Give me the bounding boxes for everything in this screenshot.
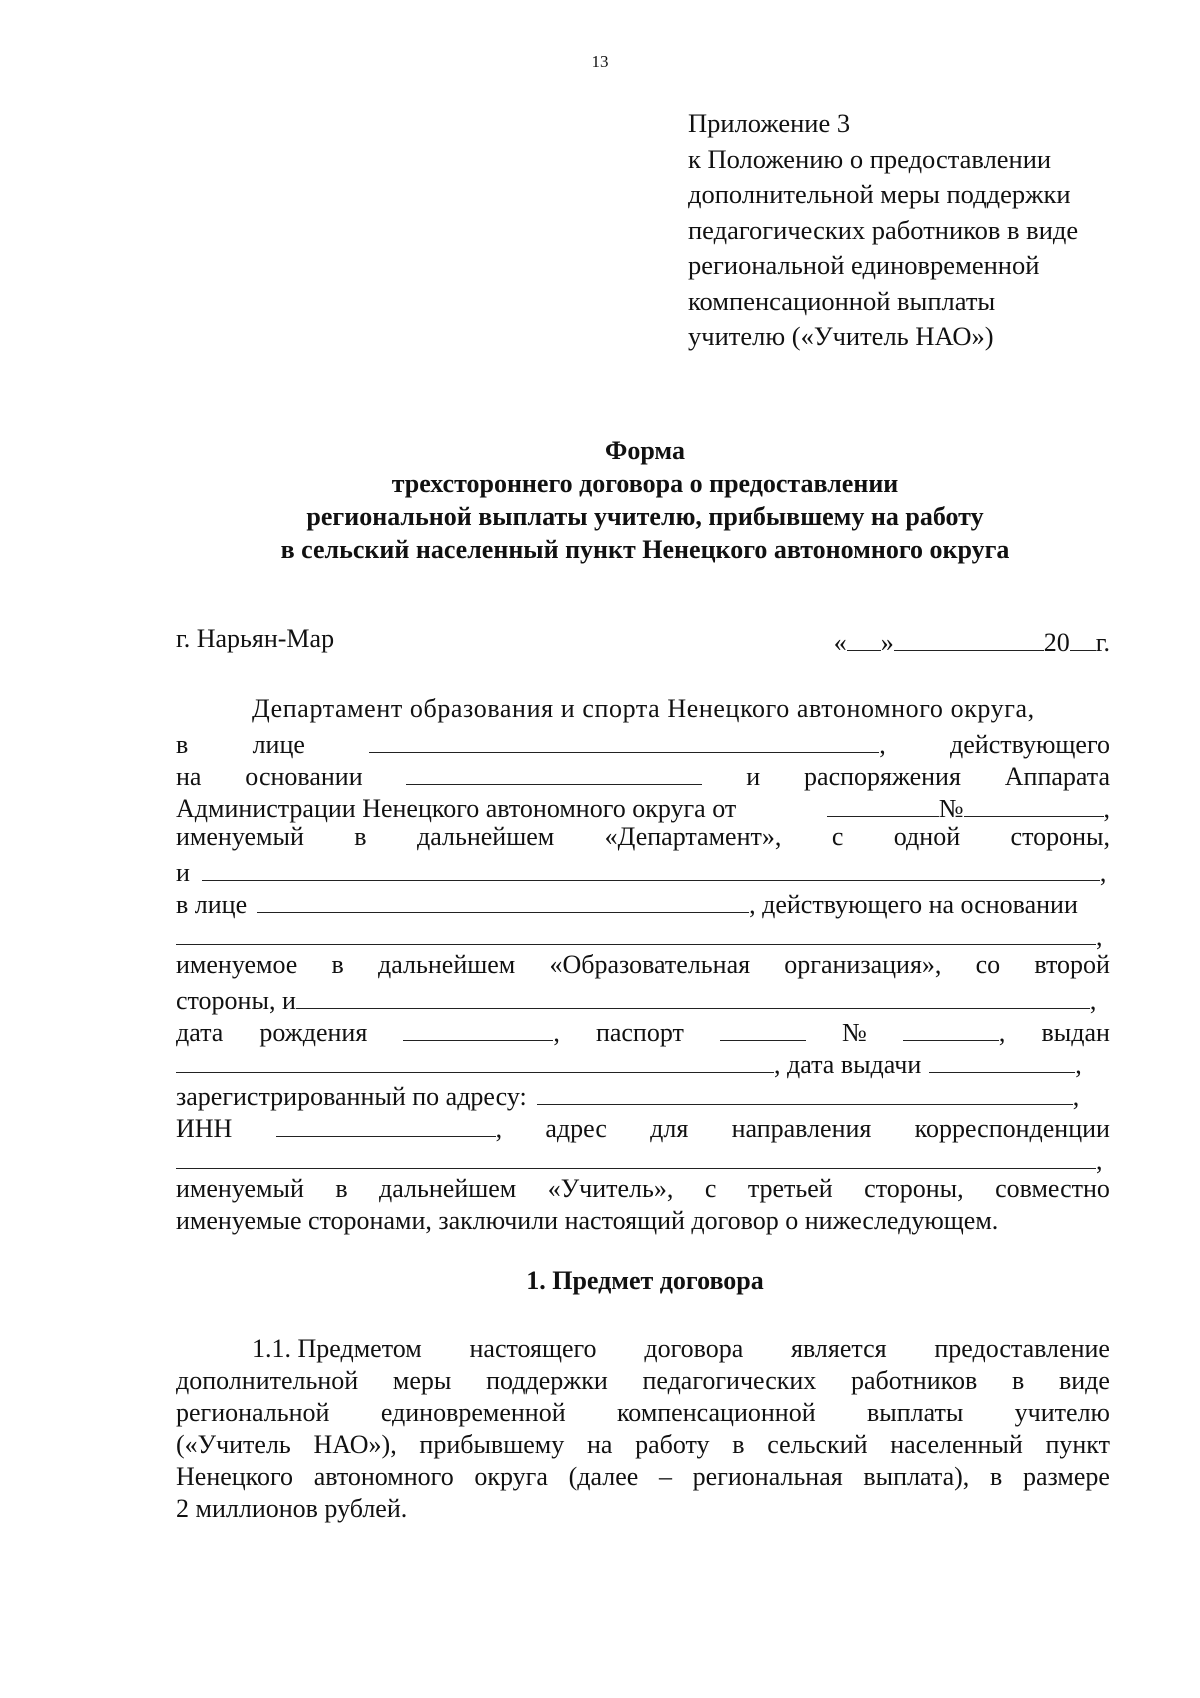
form-blank-group: [827, 790, 1110, 824]
date-quote-close: »: [880, 628, 894, 657]
form-line-12: [176, 1046, 1110, 1080]
form-line-8: [176, 918, 1110, 952]
page-number: 13: [591, 52, 609, 71]
form-text: лице: [252, 730, 305, 759]
form-word: настоящего: [469, 1334, 597, 1363]
date-year-suffix: г.: [1095, 628, 1110, 657]
form-line-14: [176, 1110, 1110, 1144]
form-word: организация»,: [784, 950, 942, 979]
form-word: –: [658, 1462, 672, 1491]
form-text: , действующего на основании: [749, 890, 1078, 919]
section1-line-5: [176, 1462, 1110, 1496]
form-text: №: [842, 1018, 867, 1047]
form-text: основании: [245, 762, 363, 791]
form-word: «Учитель»,: [547, 1174, 674, 1203]
form-line-6: [176, 854, 1110, 888]
form-text: и: [746, 762, 761, 791]
form-text: рождения: [259, 1018, 368, 1047]
section1-line-3: [176, 1398, 1110, 1432]
date-year-blank: [1070, 624, 1096, 651]
form-word: именуемый: [176, 822, 304, 851]
form-word: дальнейшем: [379, 1174, 517, 1203]
passport-series-blank: [720, 1014, 806, 1041]
form-word: совместно: [995, 1174, 1110, 1203]
title-line: региональной выплаты учителю, прибывшему на работу: [306, 502, 984, 531]
form-word: именуемое: [176, 950, 298, 979]
form-word: в: [331, 950, 344, 979]
date-quote-open: «: [833, 628, 847, 657]
form-word: дальнейшем: [417, 822, 555, 851]
form-text: в лице: [176, 890, 248, 919]
form-text: Администрации Ненецкого автономного округа от: [176, 794, 737, 823]
form-word: работу: [635, 1430, 710, 1459]
form-word: дополнительной: [176, 1366, 359, 1395]
form-line-11: [176, 1014, 1110, 1048]
appendix-line: дополнительной меры поддержки: [688, 179, 1071, 209]
form-text: для: [650, 1114, 689, 1143]
form-word: региональная: [692, 1462, 843, 1491]
date-year-prefix: 20: [1043, 628, 1070, 657]
form-text: ,: [879, 730, 886, 759]
form-word: размере: [1022, 1462, 1110, 1491]
form-word: 1.1. Предметом: [252, 1334, 422, 1363]
date-day-blank: [847, 624, 881, 651]
form-word: является: [791, 1334, 887, 1363]
form-blank-group: [276, 1110, 503, 1144]
form-word: сельский: [767, 1430, 868, 1459]
form-text: стороны, и: [176, 986, 296, 1015]
form-word: в: [354, 822, 367, 851]
section1-line-2: [176, 1366, 1110, 1400]
inn-blank: [276, 1110, 496, 1137]
form-text: , дата выдачи: [774, 1050, 922, 1079]
order-date-blank: [827, 790, 939, 817]
section-heading: 1. Предмет договора: [526, 1266, 764, 1295]
form-line-2: [176, 726, 1110, 760]
form-text: ,: [1075, 1050, 1082, 1079]
form-text: Аппарата: [1004, 762, 1110, 791]
appendix-line: к Положению о предоставлении: [688, 143, 1052, 174]
title-line: Форма: [605, 436, 685, 465]
form-text: на: [176, 762, 202, 791]
form-word: региональной: [176, 1398, 330, 1427]
form-word: (далее: [568, 1462, 639, 1491]
appendix-line: учителю («Учитель НАО»): [688, 321, 994, 351]
form-word: в: [1011, 1366, 1025, 1395]
form-word: в: [335, 1174, 348, 1203]
section1-line-1: [252, 1334, 1110, 1368]
birth-date-blank: [403, 1014, 553, 1041]
org-basis-blank: [176, 918, 1096, 945]
form-text: адрес: [545, 1114, 607, 1143]
form-word: выплаты: [866, 1398, 964, 1427]
form-word: прибывшему: [419, 1430, 565, 1459]
form-word: «Департамент»,: [604, 822, 782, 851]
correspondence-address-blank: [176, 1142, 1096, 1169]
form-word: договора: [644, 1334, 744, 1363]
issue-date-blank: [929, 1046, 1075, 1073]
form-line-16: [176, 1174, 1110, 1208]
issued-by-blank: [176, 1046, 774, 1073]
form-word: пункт: [1045, 1430, 1110, 1459]
section1-line-6: [176, 1494, 1110, 1528]
form-word: в: [989, 1462, 1003, 1491]
date-month-blank: [894, 624, 1044, 651]
form-word: округа: [474, 1462, 548, 1491]
appendix-line: Приложение 3: [688, 108, 851, 138]
form-word: дальнейшем: [378, 950, 516, 979]
form-text: направления: [731, 1114, 872, 1143]
appendix-line: педагогических работников в виде: [688, 214, 1079, 245]
form-text: ,: [998, 1018, 1006, 1047]
form-word: виде: [1058, 1366, 1110, 1395]
passport-number-blank: [903, 1014, 999, 1041]
form-word: «Образовательная: [549, 950, 751, 979]
form-blank-group: [369, 726, 886, 760]
form-word: стороны,: [1010, 822, 1110, 851]
form-text: зарегистрированный по адресу:: [176, 1082, 527, 1111]
section1-line-4: [176, 1430, 1110, 1464]
form-word: стороны,: [864, 1174, 964, 1203]
form-word: Ненецкого: [176, 1462, 294, 1491]
form-text: именуемые сторонами, заключили настоящий договор о нижеследующем.: [176, 1206, 999, 1235]
form-line-3: [176, 758, 1110, 792]
form-word: выплата),: [863, 1462, 970, 1491]
form-text: ,: [1096, 922, 1103, 951]
teacher-name-blank: [296, 982, 1090, 1009]
form-text: действующего: [950, 730, 1110, 759]
form-word: компенсационной: [617, 1398, 816, 1427]
basis-blank: [406, 758, 702, 785]
form-text: ,: [1096, 1146, 1103, 1175]
title-line: в сельский населенный пункт Ненецкого автономного округа: [280, 535, 1010, 564]
form-text: Департамент образования и спорта Ненецкого автономного округа,: [252, 694, 1035, 723]
organization-blank: [202, 854, 1100, 881]
appendix-block: [688, 106, 1158, 355]
form-line-7: [176, 886, 1110, 920]
form-text: ,: [1089, 986, 1097, 1015]
form-line-5: [176, 822, 1110, 856]
form-text: в: [176, 730, 189, 759]
form-word: одной: [893, 822, 961, 851]
form-text: и: [176, 858, 190, 887]
representative-blank: [369, 726, 879, 753]
form-text: распоряжения: [804, 762, 961, 791]
appendix-line: компенсационной выплаты: [688, 285, 996, 316]
form-line-9: [176, 950, 1110, 984]
form-text: №: [938, 794, 964, 823]
appendix-line: региональной единовременной: [688, 250, 1040, 280]
form-word: предоставление: [934, 1334, 1110, 1363]
form-line-17: [176, 1206, 1110, 1240]
form-text: ИНН: [176, 1114, 233, 1143]
form-blank-group: [903, 1014, 1006, 1048]
form-text: выдан: [1041, 1018, 1110, 1047]
form-text: паспорт: [595, 1018, 684, 1047]
city: г. Нарьян-Мар: [176, 624, 335, 653]
form-text: ,: [1072, 1082, 1080, 1111]
date-field: [834, 624, 1110, 658]
form-word: педагогических: [642, 1366, 817, 1395]
form-text: дата: [176, 1018, 224, 1047]
form-word: с: [704, 1174, 717, 1203]
form-word: учителю: [1014, 1398, 1110, 1427]
form-word: («Учитель: [176, 1430, 291, 1459]
form-text: ,: [553, 1018, 560, 1047]
form-word: НАО»),: [313, 1430, 397, 1459]
form-text: ,: [495, 1114, 503, 1143]
order-number-blank: [964, 790, 1104, 817]
form-text: корреспонденции: [914, 1114, 1110, 1143]
form-word: населенный: [890, 1430, 1023, 1459]
form-line-15: [176, 1142, 1110, 1176]
form-word: поддержки: [486, 1366, 608, 1395]
form-word: с: [831, 822, 844, 851]
form-text: 2 миллионов рублей.: [176, 1494, 408, 1523]
form-word: единовременной: [380, 1398, 566, 1427]
form-line-4: [176, 790, 1110, 824]
form-word: третьей: [747, 1174, 833, 1203]
form-line-13: [176, 1078, 1110, 1112]
form-text: ,: [1099, 858, 1107, 887]
form-word: работников: [851, 1366, 978, 1395]
org-representative-blank: [257, 886, 749, 913]
document-title: [0, 434, 1200, 566]
form-word: в: [732, 1430, 745, 1459]
address-blank: [537, 1078, 1073, 1105]
form-word: меры: [392, 1366, 452, 1395]
form-word: именуемый: [176, 1174, 304, 1203]
form-word: автономного: [313, 1462, 454, 1491]
form-line-10: [176, 982, 1110, 1016]
form-word: на: [586, 1430, 613, 1459]
form-word: со: [975, 950, 1001, 979]
form-word: второй: [1034, 950, 1110, 979]
form-line-1: [252, 694, 1110, 728]
title-line: трехстороннего договора о предоставлении: [391, 469, 899, 498]
form-blank-group: [403, 1014, 560, 1048]
form-text: ,: [1103, 794, 1110, 823]
